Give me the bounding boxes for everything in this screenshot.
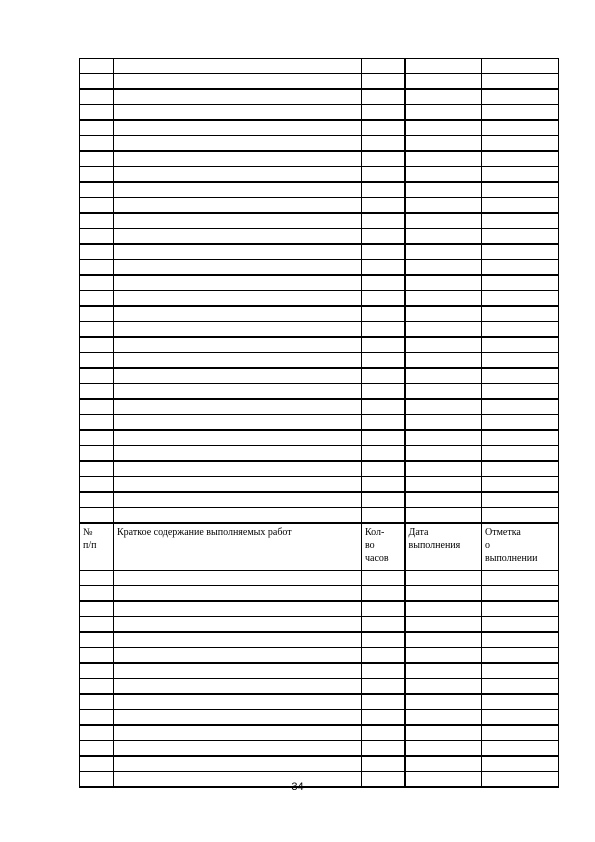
cell-hours[interactable] [362, 446, 405, 462]
cell-mark[interactable] [482, 260, 559, 276]
cell-date[interactable] [405, 679, 482, 695]
cell-date[interactable] [405, 415, 482, 431]
cell-number[interactable] [80, 167, 114, 183]
cell-mark[interactable] [482, 694, 559, 710]
cell-hours[interactable] [362, 679, 405, 695]
cell-date[interactable] [405, 571, 482, 586]
cell-hours[interactable] [362, 399, 405, 415]
table-row [80, 430, 559, 446]
cell-mark[interactable] [482, 322, 559, 338]
cell-number[interactable] [80, 353, 114, 369]
cell-number[interactable] [80, 89, 114, 105]
cell-date[interactable] [405, 198, 482, 214]
table-row [80, 508, 559, 524]
cell-hours[interactable] [362, 571, 405, 586]
cell-date[interactable] [405, 648, 482, 664]
cell-work-content[interactable] [114, 337, 362, 353]
table-row [80, 291, 559, 307]
cell-number[interactable] [80, 337, 114, 353]
table-row [80, 337, 559, 353]
table-header-row [80, 523, 559, 571]
cell-mark[interactable] [482, 244, 559, 260]
cell-work-content[interactable] [114, 571, 362, 586]
cell-mark[interactable] [482, 741, 559, 757]
cell-hours[interactable] [362, 229, 405, 245]
cell-date[interactable] [405, 663, 482, 679]
table-row [80, 756, 559, 772]
cell-mark[interactable] [482, 679, 559, 695]
cell-date[interactable] [405, 710, 482, 726]
work-log-rows-top [80, 59, 559, 524]
cell-number[interactable] [80, 136, 114, 152]
cell-mark[interactable] [482, 663, 559, 679]
cell-number[interactable] [80, 415, 114, 431]
cell-work-content[interactable] [114, 74, 362, 90]
table-row [80, 679, 559, 695]
cell-number[interactable] [80, 275, 114, 291]
cell-number[interactable] [80, 508, 114, 524]
cell-hours[interactable] [362, 120, 405, 136]
cell-hours[interactable] [362, 337, 405, 353]
table-row [80, 617, 559, 633]
cell-mark[interactable] [482, 399, 559, 415]
cell-work-content[interactable] [114, 244, 362, 260]
cell-hours[interactable] [362, 182, 405, 198]
cell-number[interactable] [80, 571, 114, 586]
cell-hours[interactable] [362, 260, 405, 276]
cell-date[interactable] [405, 756, 482, 772]
table-row [80, 136, 559, 152]
cell-work-content[interactable] [114, 306, 362, 322]
table-row [80, 198, 559, 214]
cell-work-content[interactable] [114, 198, 362, 214]
cell-date[interactable] [405, 260, 482, 276]
table-row [80, 694, 559, 710]
cell-mark[interactable] [482, 446, 559, 462]
cell-work-content[interactable] [114, 136, 362, 152]
cell-number[interactable] [80, 399, 114, 415]
cell-work-content[interactable] [114, 229, 362, 245]
cell-number[interactable] [80, 229, 114, 245]
cell-number[interactable] [80, 59, 114, 74]
cell-work-content[interactable] [114, 120, 362, 136]
cell-date[interactable] [405, 213, 482, 229]
cell-mark[interactable] [482, 167, 559, 183]
cell-number[interactable] [80, 430, 114, 446]
cell-work-content[interactable] [114, 105, 362, 121]
cell-number[interactable] [80, 632, 114, 648]
cell-date[interactable] [405, 151, 482, 167]
cell-mark[interactable] [482, 59, 559, 74]
cell-work-content[interactable] [114, 213, 362, 229]
cell-number[interactable] [80, 446, 114, 462]
cell-hours[interactable] [362, 710, 405, 726]
header-number: № п/п [80, 523, 114, 571]
cell-mark[interactable] [482, 151, 559, 167]
cell-mark[interactable] [482, 492, 559, 508]
table-row [80, 353, 559, 369]
table-row [80, 229, 559, 245]
cell-hours[interactable] [362, 415, 405, 431]
cell-work-content[interactable] [114, 508, 362, 524]
work-log-header [80, 523, 559, 571]
table-row [80, 586, 559, 602]
cell-hours[interactable] [362, 601, 405, 617]
cell-work-content[interactable] [114, 430, 362, 446]
cell-hours[interactable] [362, 291, 405, 307]
table-row [80, 663, 559, 679]
table-row [80, 213, 559, 229]
cell-mark[interactable] [482, 229, 559, 245]
cell-number[interactable] [80, 74, 114, 90]
header-mark: Отметка о выполнении [482, 523, 559, 571]
cell-date[interactable] [405, 353, 482, 369]
table-row [80, 601, 559, 617]
cell-number[interactable] [80, 260, 114, 276]
table-row [80, 306, 559, 322]
page-number: 34 [291, 781, 304, 793]
table-row [80, 167, 559, 183]
table-row [80, 260, 559, 276]
cell-hours[interactable] [362, 198, 405, 214]
cell-number[interactable] [80, 105, 114, 121]
cell-hours[interactable] [362, 105, 405, 121]
cell-date[interactable] [405, 725, 482, 741]
table-row [80, 151, 559, 167]
cell-date[interactable] [405, 275, 482, 291]
cell-work-content[interactable] [114, 59, 362, 74]
cell-mark[interactable] [482, 571, 559, 586]
cell-mark[interactable] [482, 291, 559, 307]
cell-date[interactable] [405, 632, 482, 648]
cell-date[interactable] [405, 182, 482, 198]
cell-work-content[interactable] [114, 167, 362, 183]
table-row [80, 120, 559, 136]
cell-hours[interactable] [362, 306, 405, 322]
cell-date[interactable] [405, 694, 482, 710]
cell-work-content[interactable] [114, 151, 362, 167]
table-row [80, 725, 559, 741]
cell-work-content[interactable] [114, 648, 362, 664]
cell-date[interactable] [405, 586, 482, 602]
cell-date[interactable] [405, 167, 482, 183]
cell-work-content[interactable] [114, 725, 362, 741]
cell-mark[interactable] [482, 586, 559, 602]
cell-date[interactable] [405, 89, 482, 105]
table-row [80, 322, 559, 338]
table-row [80, 492, 559, 508]
cell-mark[interactable] [482, 430, 559, 446]
cell-mark[interactable] [482, 632, 559, 648]
cell-work-content[interactable] [114, 617, 362, 633]
header-date: Дата выполнения [405, 523, 482, 571]
cell-work-content[interactable] [114, 368, 362, 384]
cell-work-content[interactable] [114, 260, 362, 276]
cell-mark[interactable] [482, 306, 559, 322]
cell-mark[interactable] [482, 89, 559, 105]
table-row [80, 571, 559, 586]
table-row [80, 632, 559, 648]
cell-mark[interactable] [482, 368, 559, 384]
cell-number[interactable] [80, 725, 114, 741]
cell-hours[interactable] [362, 663, 405, 679]
cell-hours[interactable] [362, 384, 405, 400]
cell-work-content[interactable] [114, 353, 362, 369]
table-row [80, 105, 559, 121]
cell-mark[interactable] [482, 213, 559, 229]
cell-hours[interactable] [362, 477, 405, 493]
table-row [80, 710, 559, 726]
work-log-rows-bottom [80, 571, 559, 788]
table-row [80, 399, 559, 415]
cell-mark[interactable] [482, 136, 559, 152]
table-row [80, 384, 559, 400]
cell-date[interactable] [405, 306, 482, 322]
cell-work-content[interactable] [114, 182, 362, 198]
cell-number[interactable] [80, 322, 114, 338]
cell-hours[interactable] [362, 244, 405, 260]
cell-mark[interactable] [482, 74, 559, 90]
cell-hours[interactable] [362, 322, 405, 338]
table-row [80, 244, 559, 260]
cell-date[interactable] [405, 105, 482, 121]
cell-work-content[interactable] [114, 710, 362, 726]
cell-date[interactable] [405, 477, 482, 493]
table-row [80, 182, 559, 198]
cell-date[interactable] [405, 508, 482, 524]
cell-hours[interactable] [362, 151, 405, 167]
cell-mark[interactable] [482, 601, 559, 617]
cell-hours[interactable] [362, 617, 405, 633]
cell-date[interactable] [405, 601, 482, 617]
cell-number[interactable] [80, 198, 114, 214]
cell-hours[interactable] [362, 694, 405, 710]
table-row [80, 74, 559, 90]
cell-work-content[interactable] [114, 492, 362, 508]
cell-number[interactable] [80, 306, 114, 322]
cell-date[interactable] [405, 59, 482, 74]
cell-work-content[interactable] [114, 601, 362, 617]
cell-work-content[interactable] [114, 89, 362, 105]
cell-work-content[interactable] [114, 586, 362, 602]
cell-number[interactable] [80, 648, 114, 664]
cell-number[interactable] [80, 182, 114, 198]
cell-mark[interactable] [482, 105, 559, 121]
table-row [80, 741, 559, 757]
cell-work-content[interactable] [114, 322, 362, 338]
cell-hours[interactable] [362, 430, 405, 446]
cell-work-content[interactable] [114, 275, 362, 291]
cell-date[interactable] [405, 446, 482, 462]
cell-mark[interactable] [482, 198, 559, 214]
cell-mark[interactable] [482, 756, 559, 772]
cell-work-content[interactable] [114, 384, 362, 400]
cell-work-content[interactable] [114, 399, 362, 415]
cell-mark[interactable] [482, 617, 559, 633]
table-row [80, 477, 559, 493]
cell-hours[interactable] [362, 756, 405, 772]
cell-work-content[interactable] [114, 291, 362, 307]
cell-date[interactable] [405, 461, 482, 477]
cell-mark[interactable] [482, 461, 559, 477]
cell-number[interactable] [80, 213, 114, 229]
cell-hours[interactable] [362, 59, 405, 74]
cell-hours[interactable] [362, 74, 405, 90]
work-log-table [79, 58, 559, 788]
cell-number[interactable] [80, 617, 114, 633]
cell-number[interactable] [80, 694, 114, 710]
header-hours: Кол- во часов [362, 523, 405, 571]
cell-number[interactable] [80, 586, 114, 602]
cell-mark[interactable] [482, 710, 559, 726]
cell-date[interactable] [405, 136, 482, 152]
table-row [80, 368, 559, 384]
cell-work-content[interactable] [114, 679, 362, 695]
cell-number[interactable] [80, 663, 114, 679]
cell-date[interactable] [405, 229, 482, 245]
cell-number[interactable] [80, 120, 114, 136]
cell-work-content[interactable] [114, 446, 362, 462]
cell-number[interactable] [80, 244, 114, 260]
cell-number[interactable] [80, 492, 114, 508]
cell-hours[interactable] [362, 461, 405, 477]
cell-number[interactable] [80, 741, 114, 757]
cell-mark[interactable] [482, 337, 559, 353]
cell-hours[interactable] [362, 167, 405, 183]
cell-mark[interactable] [482, 182, 559, 198]
cell-number[interactable] [80, 151, 114, 167]
cell-date[interactable] [405, 492, 482, 508]
cell-date[interactable] [405, 741, 482, 757]
cell-date[interactable] [405, 617, 482, 633]
cell-mark[interactable] [482, 508, 559, 524]
table-row [80, 648, 559, 664]
cell-work-content[interactable] [114, 756, 362, 772]
cell-date[interactable] [405, 120, 482, 136]
cell-mark[interactable] [482, 384, 559, 400]
cell-date[interactable] [405, 74, 482, 90]
cell-mark[interactable] [482, 477, 559, 493]
table-row [80, 415, 559, 431]
cell-work-content[interactable] [114, 461, 362, 477]
cell-work-content[interactable] [114, 477, 362, 493]
table-row [80, 89, 559, 105]
table-row [80, 461, 559, 477]
cell-work-content[interactable] [114, 415, 362, 431]
table-row [80, 59, 559, 74]
cell-work-content[interactable] [114, 741, 362, 757]
cell-work-content[interactable] [114, 632, 362, 648]
cell-mark[interactable] [482, 275, 559, 291]
cell-hours[interactable] [362, 508, 405, 524]
cell-number[interactable] [80, 461, 114, 477]
cell-number[interactable] [80, 291, 114, 307]
cell-date[interactable] [405, 337, 482, 353]
cell-number[interactable] [80, 710, 114, 726]
cell-number[interactable] [80, 679, 114, 695]
cell-number[interactable] [80, 384, 114, 400]
table-row [80, 446, 559, 462]
cell-hours[interactable] [362, 725, 405, 741]
cell-mark[interactable] [482, 353, 559, 369]
cell-work-content[interactable] [114, 663, 362, 679]
table-row [80, 275, 559, 291]
cell-date[interactable] [405, 322, 482, 338]
cell-hours[interactable] [362, 353, 405, 369]
cell-number[interactable] [80, 368, 114, 384]
cell-date[interactable] [405, 244, 482, 260]
cell-number[interactable] [80, 601, 114, 617]
cell-mark[interactable] [482, 648, 559, 664]
cell-hours[interactable] [362, 89, 405, 105]
cell-hours[interactable] [362, 368, 405, 384]
cell-number[interactable] [80, 477, 114, 493]
cell-mark[interactable] [482, 725, 559, 741]
cell-hours[interactable] [362, 632, 405, 648]
cell-hours[interactable] [362, 136, 405, 152]
cell-number[interactable] [80, 756, 114, 772]
cell-date[interactable] [405, 399, 482, 415]
cell-hours[interactable] [362, 741, 405, 757]
cell-date[interactable] [405, 368, 482, 384]
cell-work-content[interactable] [114, 694, 362, 710]
cell-hours[interactable] [362, 213, 405, 229]
cell-date[interactable] [405, 384, 482, 400]
cell-hours[interactable] [362, 275, 405, 291]
cell-mark[interactable] [482, 120, 559, 136]
cell-date[interactable] [405, 430, 482, 446]
cell-hours[interactable] [362, 648, 405, 664]
header-work-content: Краткое содержание выполняемых работ [114, 523, 362, 571]
cell-hours[interactable] [362, 586, 405, 602]
cell-mark[interactable] [482, 415, 559, 431]
cell-date[interactable] [405, 291, 482, 307]
cell-hours[interactable] [362, 492, 405, 508]
